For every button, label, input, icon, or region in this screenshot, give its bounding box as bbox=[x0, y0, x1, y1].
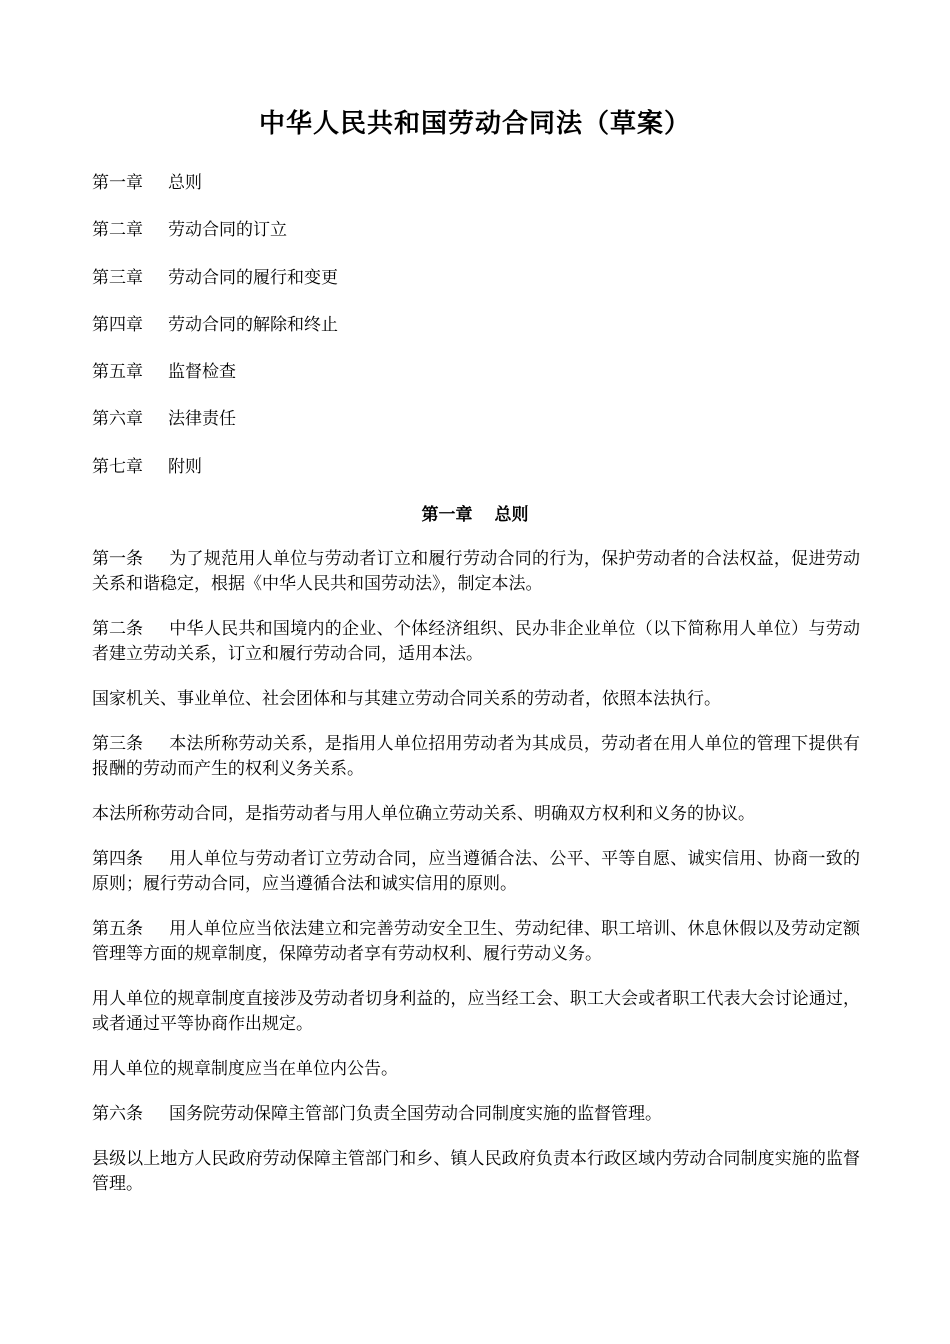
toc-chapter-title: 劳动合同的解除和终止 bbox=[168, 314, 338, 335]
article-paragraph bbox=[92, 1102, 860, 1127]
article-paragraph bbox=[92, 1057, 860, 1082]
article-paragraph bbox=[92, 547, 860, 597]
toc-chapter-number: 第三章 bbox=[92, 267, 143, 288]
toc-chapter-number: 第四章 bbox=[92, 314, 143, 335]
paragraph-text: 为了规范用人单位与劳动者订立和履行劳动合同的行为，保护劳动者的合法权益，促进劳动关系和谐稳定，根据《中华人民共和国劳动法》，制定本法。 bbox=[92, 549, 860, 594]
toc-item bbox=[92, 217, 338, 264]
toc-chapter-title: 附则 bbox=[168, 456, 202, 477]
document-title: 中华人民共和国劳动合同法（草案） bbox=[258, 109, 691, 139]
toc-item bbox=[92, 359, 338, 406]
toc-chapter-title: 监督检查 bbox=[168, 362, 236, 383]
paragraph-text: 国务院劳动保障主管部门负责全国劳动合同制度实施的监督管理。 bbox=[169, 1104, 662, 1124]
article-paragraph bbox=[92, 987, 860, 1037]
paragraph-text: 用人单位应当依法建立和完善劳动安全卫生、劳动纪律、职工培训、休息休假以及劳动定额管理等方面的规章制度，保障劳动者享有劳动权利、履行劳动义务。 bbox=[92, 919, 860, 964]
toc-chapter-number: 第六章 bbox=[92, 409, 143, 430]
paragraph-text: 用人单位的规章制度直接涉及劳动者切身利益的，应当经工会、职工大会或者职工代表大会讨论通过，或者通过平等协商作出规定。 bbox=[92, 989, 860, 1034]
article-paragraph bbox=[92, 802, 860, 827]
toc-item bbox=[92, 265, 338, 312]
chapter-body bbox=[92, 547, 860, 1217]
toc-chapter-title: 总则 bbox=[168, 173, 202, 193]
article-paragraph bbox=[92, 687, 860, 712]
paragraph-text: 用人单位与劳动者订立劳动合同，应当遵循合法、公平、平等自愿、诚实信用、协商一致的原则；履行劳动合同，应当遵循合法和诚实信用的原则。 bbox=[92, 849, 860, 894]
article-paragraph bbox=[92, 732, 860, 782]
article-paragraph bbox=[92, 617, 860, 667]
paragraph-text: 本法所称劳动合同，是指劳动者与用人单位确立劳动关系、明确双方权利和义务的协议。 bbox=[92, 804, 755, 824]
paragraph-text: 中华人民共和国境内的企业、个体经济组织、民办非企业单位（以下简称用人单位）与劳动者建立劳动关系，订立和履行劳动合同，适用本法。 bbox=[92, 619, 860, 664]
paragraph-text: 本法所称劳动关系，是指用人单位招用劳动者为其成员，劳动者在用人单位的管理下提供有报酬的劳动而产生的权利义务关系。 bbox=[92, 734, 860, 779]
paragraph-text: 国家机关、事业单位、社会团体和与其建立劳动合同关系的劳动者，依照本法执行。 bbox=[92, 689, 721, 709]
toc-item bbox=[92, 454, 338, 501]
article-number: 第五条 bbox=[92, 919, 143, 939]
toc-chapter-number: 第七章 bbox=[92, 456, 143, 477]
paragraph-text: 用人单位的规章制度应当在单位内公告。 bbox=[92, 1059, 398, 1079]
article-paragraph bbox=[92, 847, 860, 897]
toc-item bbox=[92, 406, 338, 453]
toc-chapter-number: 第二章 bbox=[92, 220, 143, 241]
toc-chapter-title: 法律责任 bbox=[168, 409, 236, 430]
toc-chapter-number: 第五章 bbox=[92, 362, 143, 383]
table-of-contents bbox=[92, 170, 338, 501]
article-number: 第一条 bbox=[92, 549, 143, 569]
toc-item bbox=[92, 312, 338, 359]
toc-item bbox=[92, 170, 338, 217]
article-number: 第六条 bbox=[92, 1104, 143, 1124]
article-paragraph bbox=[92, 917, 860, 967]
toc-chapter-title: 劳动合同的履行和变更 bbox=[168, 267, 338, 288]
chapter-heading bbox=[0, 502, 950, 528]
article-number: 第四条 bbox=[92, 849, 143, 869]
toc-chapter-number: 第一章 bbox=[92, 173, 143, 193]
toc-chapter-title: 劳动合同的订立 bbox=[168, 220, 287, 241]
article-number: 第二条 bbox=[92, 619, 143, 639]
chapter-title: 总则 bbox=[494, 505, 529, 525]
paragraph-text: 县级以上地方人民政府劳动保障主管部门和乡、镇人民政府负责本行政区域内劳动合同制度实施的监督管理。 bbox=[92, 1149, 860, 1194]
article-paragraph bbox=[92, 1147, 860, 1197]
article-number: 第三条 bbox=[92, 734, 143, 754]
chapter-number: 第一章 bbox=[421, 505, 473, 525]
